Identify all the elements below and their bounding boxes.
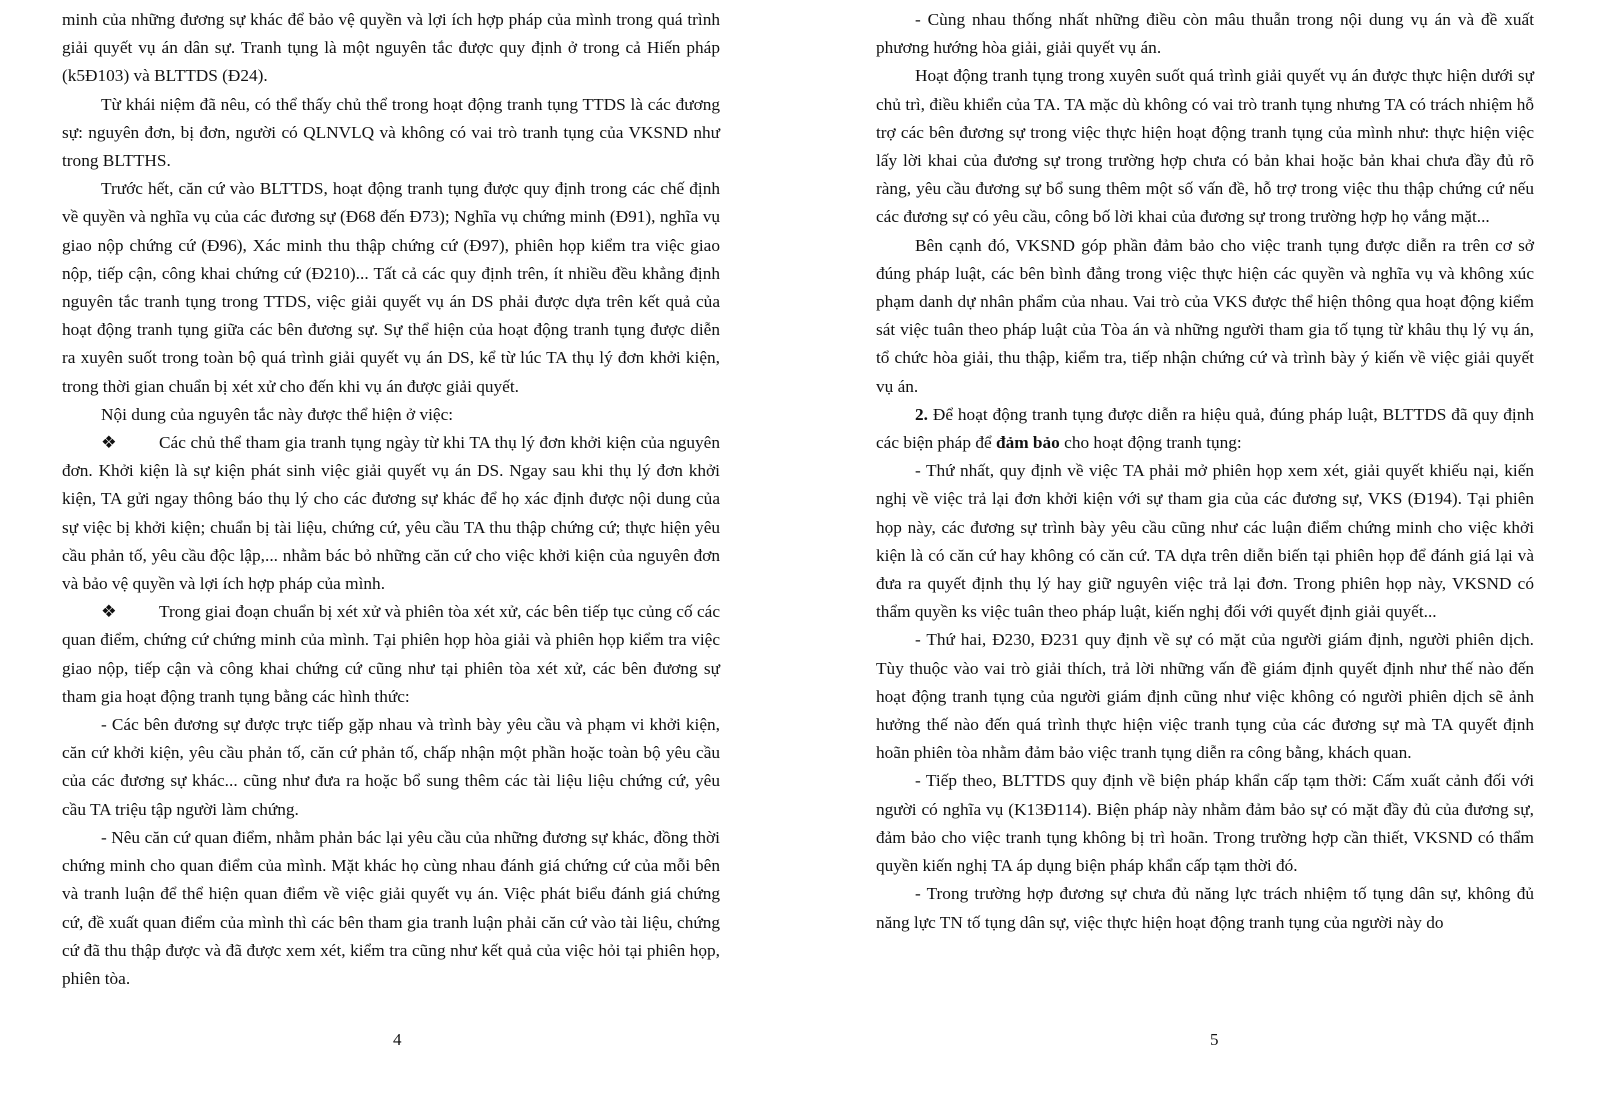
paragraph: Hoạt động tranh tụng trong xuyên suốt quá trình giải quyết vụ án được thực hiện dưới sự chủ trì, điều khiển của TA. TA mặc dù không có vai trò tranh tụng nhưng TA có trách nhiệm hỗ trợ các bên đương sự trong việc thực hiện hoạt động tranh tụng của mình như: thực hiện việc lấy lời khai của đương sự trong trường hợp chưa có bản khai hoặc bản khai chưa đầy đủ rõ ràng, yêu cầu đương sự bổ sung thêm một số vấn đề, hỗ trợ trong việc thu thập chứng cứ nếu các đương sự có yêu cầu, công bố lời khai của đương sự trong trường hợp họ vắng mặt...	[876, 66, 1534, 227]
paragraph: - Các bên đương sự được trực tiếp gặp nhau và trình bày yêu cầu và phạm vi khởi kiện, căn cứ khởi kiện, yêu cầu phản tố, căn cứ phản tố, chấp nhận một phần hoặc toàn bộ yêu cầu của các đương sự khác... cũng như đưa ra hoặc bổ sung thêm các tài liệu liệu chứng cứ, yêu cầu TA triệu tập người làm chứng.	[62, 715, 720, 819]
right-page	[876, 6, 1534, 937]
bold-term: đảm bảo	[995, 433, 1060, 453]
paragraph: Nội dung của nguyên tắc này được thể hiện ở việc:	[101, 404, 454, 424]
paragraph-text: cho hoạt động tranh tụng:	[1059, 433, 1242, 453]
paragraph: Từ khái niệm đã nêu, có thể thấy chủ thể trong hoạt động tranh tụng TTDS là các đương sự: nguyên đơn, bị đơn, người có QLNVLQ và không có vai trò tranh tụng của VKSND như trong BLTTHS.	[62, 94, 720, 171]
paragraph: - Trong trường hợp đương sự chưa đủ năng lực trách nhiệm tố tụng dân sự, không đủ năng lực TN tố tụng dân sự, việc thực hiện hoạt động tranh tụng của người này do	[876, 884, 1534, 932]
bullet-text: Các chủ thể tham gia tranh tụng ngày từ khi TA thụ lý đơn khởi kiện của nguyên đơn. Khởi kiện là sự kiện phát sinh việc giải quyết vụ án DS. Ngay sau khi thụ lý đơn khởi kiện, TA gửi ngay thông báo thụ lý cho các đương sự khác để họ xác định được nội dung của sự việc bị khởi kiện; chuẩn bị tài liệu, chứng cứ, yêu cầu TA thu thập chứng cứ; thực hiện yêu cầu phản tố, yêu cầu độc lập,... nhằm bác bỏ những căn cứ cho việc khởi kiện của nguyên đơn và bảo vệ quyền và lợi ích hợp pháp của mình.	[62, 433, 720, 594]
paragraph: Trước hết, căn cứ vào BLTTDS, hoạt động tranh tụng được quy định trong các chế định về quyền và nghĩa vụ của các đương sự (Đ68 đến Đ73); Nghĩa vụ chứng minh (Đ91), nghĩa vụ giao nộp chứng cứ (Đ96), Xác minh thu thập chứng cứ (Đ97), phiên họp kiểm tra việc giao nộp, tiếp cận, công khai chứng cứ (Đ210)... Tất cả các quy định trên, ít nhiều đều khẳng định nguyên tắc tranh tụng trong TTDS, việc giải quyết vụ án DS phải được dựa trên kết quả của hoạt động tranh tụng giữa các bên đương sự. Sự thể hiện của hoạt động tranh tụng được diễn ra xuyên suốt trong toàn bộ quá trình giải quyết vụ án DS, kể từ lúc TA thụ lý đơn khởi kiện, trong thời gian chuẩn bị xét xử cho đến khi vụ án được giải quyết.	[62, 179, 720, 396]
paragraph: - Nêu căn cứ quan điểm, nhằm phản bác lại yêu cầu của những đương sự khác, đồng thời chứng minh cho quan điểm của mình. Mặt khác họ cùng nhau đánh giá chứng cứ của mỗi bên và tranh luận để thể hiện quan điểm về việc giải quyết vụ án. Việc phát biểu đánh giá chứng cứ, đề xuất quan điểm của mình thì các bên tham gia tranh luận phải căn cứ vào tài liệu, chứng cứ đã thu thập được và đã được xem xét, kiểm tra cũng như kết quả của việc hỏi tại phiên họp, phiên tòa.	[62, 827, 720, 988]
diamond-bullet-icon: ❖	[101, 602, 117, 622]
paragraph: Bên cạnh đó, VKSND góp phần đảm bảo cho việc tranh tụng được diễn ra trên cơ sở đúng pháp luật, các bên bình đẳng trong việc thực hiện các quyền và nghĩa vụ và không xúc phạm danh dự nhân phẩm của nhau. Vai trò của VKS được thể hiện thông qua hoạt động kiểm sát việc tuân theo pháp luật của Tòa án và những người tham gia tố tụng từ khâu thụ lý vụ án, tổ chức hòa giải, thu thập, kiểm tra, tiếp nhận chứng cứ và trình bày ý kiến về việc giải quyết vụ án.	[876, 235, 1534, 396]
left-page	[62, 6, 720, 993]
bullet-text: Trong giai đoạn chuẩn bị xét xử và phiên tòa xét xử, các bên tiếp tục củng cố các quan điểm, chứng cứ chứng minh của mình. Tại phiên họp hòa giải và phiên họp kiểm tra việc giao nộp, tiếp cận và công khai chứng cứ cũng như tại phiên tòa xét xử, các bên đương sự tham gia hoạt động tranh tụng bằng các hình thức:	[62, 602, 720, 706]
paragraph: - Thứ hai, Đ230, Đ231 quy định về sự có mặt của người giám định, người phiên dịch. Tùy thuộc vào vai trò giải thích, trả lời những vấn đề giám định quyết định như thế nào đến hoạt động tranh tụng của người giám định cũng như việc không có người phiên dịch sẽ ảnh hưởng thế nào đến quá trình thực hiện việc tranh tụng của các đương sự mà TA quyết định hoãn phiên tòa nhằm đảm bảo việc tranh tụng diễn ra công bằng, khách quan.	[876, 630, 1534, 763]
page-number: 5	[1210, 1030, 1219, 1049]
left-page-text	[62, 6, 720, 993]
paragraph	[876, 401, 1534, 457]
paragraph: minh của những đương sự khác để bảo vệ quyền và lợi ích hợp pháp của mình trong quá trình giải quyết vụ án dân sự. Tranh tụng là một nguyên tắc được quy định ở trong cả Hiến pháp (k5Đ103) và BLTTDS (Đ24).	[62, 10, 720, 86]
paragraph: - Tiếp theo, BLTTDS quy định về biện pháp khẩn cấp tạm thời: Cấm xuất cảnh đối với người có nghĩa vụ (K13Đ114). Biện pháp này nhằm đảm bảo sự có mặt đầy đủ của đương sự, đảm bảo cho việc tranh tụng không bị trì hoãn. Trong trường hợp cần thiết, VKSND có thẩm quyền kiến nghị TA áp dụng biện pháp khẩn cấp tạm thời đó.	[876, 771, 1534, 876]
page-number: 4	[393, 1030, 402, 1049]
section-number: 2.	[915, 404, 928, 424]
paragraph: - Cùng nhau thống nhất những điều còn mâu thuẫn trong nội dung vụ án và đề xuất phương hướng hòa giải, giải quyết vụ án.	[876, 10, 1534, 58]
bullet-item	[62, 598, 720, 711]
paragraph-text: Để hoạt động tranh tụng được diễn ra hiệu quả, đúng pháp luật, BLTTDS đã quy định các biện pháp để	[876, 404, 1534, 453]
paragraph: - Thứ nhất, quy định về việc TA phải mở phiên họp xem xét, giải quyết khiếu nại, kiến nghị về việc trả lại đơn khởi kiện với sự tham gia của các đương sự, VKS (Đ194). Tại phiên họp này, các đương sự trình bày yêu cầu cũng như các luận điểm chứng minh cho việc khởi kiện là có căn cứ hay không có căn cứ. TA dựa trên diễn biến tại phiên họp để đánh giá lại và đưa ra quyết định thụ lý hay giữ nguyên việc trả lại đơn. Trong phiên họp này, VKSND có thẩm quyền ks việc tuân theo pháp luật, kiến nghị đối với quyết định giải quyết...	[876, 461, 1534, 622]
diamond-bullet-icon: ❖	[101, 433, 117, 453]
bullet-item	[62, 429, 720, 598]
right-page-text	[876, 6, 1534, 937]
